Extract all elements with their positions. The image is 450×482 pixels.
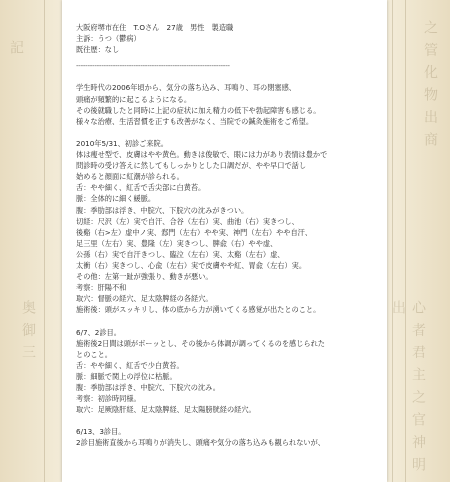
text-line: 施術後2日間は頭がボーッとし、その後から体調が調ってくるのを感じられた — [76, 338, 325, 348]
text-line: 公孫（右）実で自汗きつし、臨泣（左右）実、太谿（左右）虚、 — [76, 249, 285, 259]
first-visit-section — [76, 138, 376, 316]
text-line: 舌：やや細く、紅舌で少白黄苔。 — [76, 360, 184, 370]
text-line: 6/13、3診目。 — [76, 427, 126, 437]
text-line: 取穴：足厥陰肝経、足太陰脾経、足太陽膀胱経の経穴。 — [76, 405, 256, 415]
background-text-left-bottom: 奥 御 三 — [20, 300, 36, 361]
patient-info: 大阪府堺市在住 T.Oさん 27歳 男性 製造職 — [76, 23, 234, 32]
intro-section — [76, 82, 376, 126]
text-line: 2010年5/31、初診ご来院。 — [76, 138, 168, 148]
second-visit-section — [76, 327, 376, 416]
text-line: 脈：細脈で関上の浮位に枯脈。 — [76, 371, 177, 381]
text-line: 施術後：頭がスッキリし、体の底から力が湧いてくる感覚が出たとのこと。 — [76, 305, 321, 315]
background-text-left-top: 記 — [8, 40, 24, 56]
text-line: 考察：肝陽不和 — [76, 283, 127, 293]
text-line: 腹：季肋部は浮き、中脘穴、下脘穴の沈みがきつい。 — [76, 205, 249, 215]
chief-complaint: 主訴：うつ（鬱病） — [76, 34, 141, 44]
text-line: 舌：やや細く、紅舌で舌尖部に白黄苔。 — [76, 183, 206, 193]
text-line: 2診目施術直後から耳鳴りが消失し、頭痛や気分の落ち込みも観られないが、 — [76, 438, 325, 448]
text-line: 様々な治療、生活習慣を正すも改善がなく、当院での鍼灸施術をご希望。 — [76, 116, 314, 126]
background-text-right-top: 之 管 化 物 出 商 — [422, 20, 438, 149]
background-rule — [392, 0, 393, 482]
background-rule — [44, 0, 45, 482]
text-line: 脈：全体的に細く緩脈。 — [76, 194, 156, 204]
text-line: 学生時代の2006年頃から、気分の落ち込み、耳鳴り、耳の閉塞感、 — [76, 83, 296, 93]
background-rule — [405, 0, 406, 482]
text-line: 太衝（右）実きつし、心兪（左右）実で皮膚やや紅、胃兪（左右）実。 — [76, 260, 307, 270]
text-line: 切経：尺沢（左）実で自汗、合谷（左右）実、曲池（右）実きつし、 — [76, 216, 299, 226]
text-line: 始めると顔面に紅潮が診られる。 — [76, 172, 184, 182]
text-line: 問診時の受け答えに然してもしっかりとした口調だが、やや早口で話し — [76, 161, 307, 171]
text-line: 体は痩せ型で、皮膚はやや黄色。動きは俊敏で、眼には力があり表情は豊かで — [76, 150, 328, 160]
case-report — [76, 22, 376, 449]
background-text-right-bottom: 心 者 君 主 之 官 神 明 出 — [390, 300, 426, 474]
text-line: 足三里（左右）実、豊隆（左）実きつし、脾兪（右）やや虚、 — [76, 238, 278, 248]
text-line: 6/7、2診目。 — [76, 327, 121, 337]
text-line: 頭痛が頻繁的に起こるようになる。 — [76, 94, 192, 104]
text-line: 考察：初診時同様。 — [76, 394, 141, 404]
background-left-page — [0, 0, 64, 482]
text-line: 後谿（右>左）虚中ノ実、郄門（左右）やや実、神門（左右）やや自汗、 — [76, 227, 313, 237]
text-line: 取穴：督脈の経穴、足太陰脾経の各経穴。 — [76, 294, 213, 304]
text-line: その後就職したと同時に上記の症状に加え精力の低下や勃起障害も感じる。 — [76, 105, 321, 115]
text-line: とのこと。 — [76, 349, 112, 359]
separator: ------------------------------------------------------------------- — [76, 61, 230, 71]
text-line: 腹：季肋部は浮き、中脘穴、下脘穴の沈み。 — [76, 383, 220, 392]
text-line: その他：左第一趾が強張り、動きが悪い。 — [76, 272, 213, 282]
third-visit-section — [76, 426, 376, 448]
medical-history: 既往歴：なし — [76, 45, 120, 55]
